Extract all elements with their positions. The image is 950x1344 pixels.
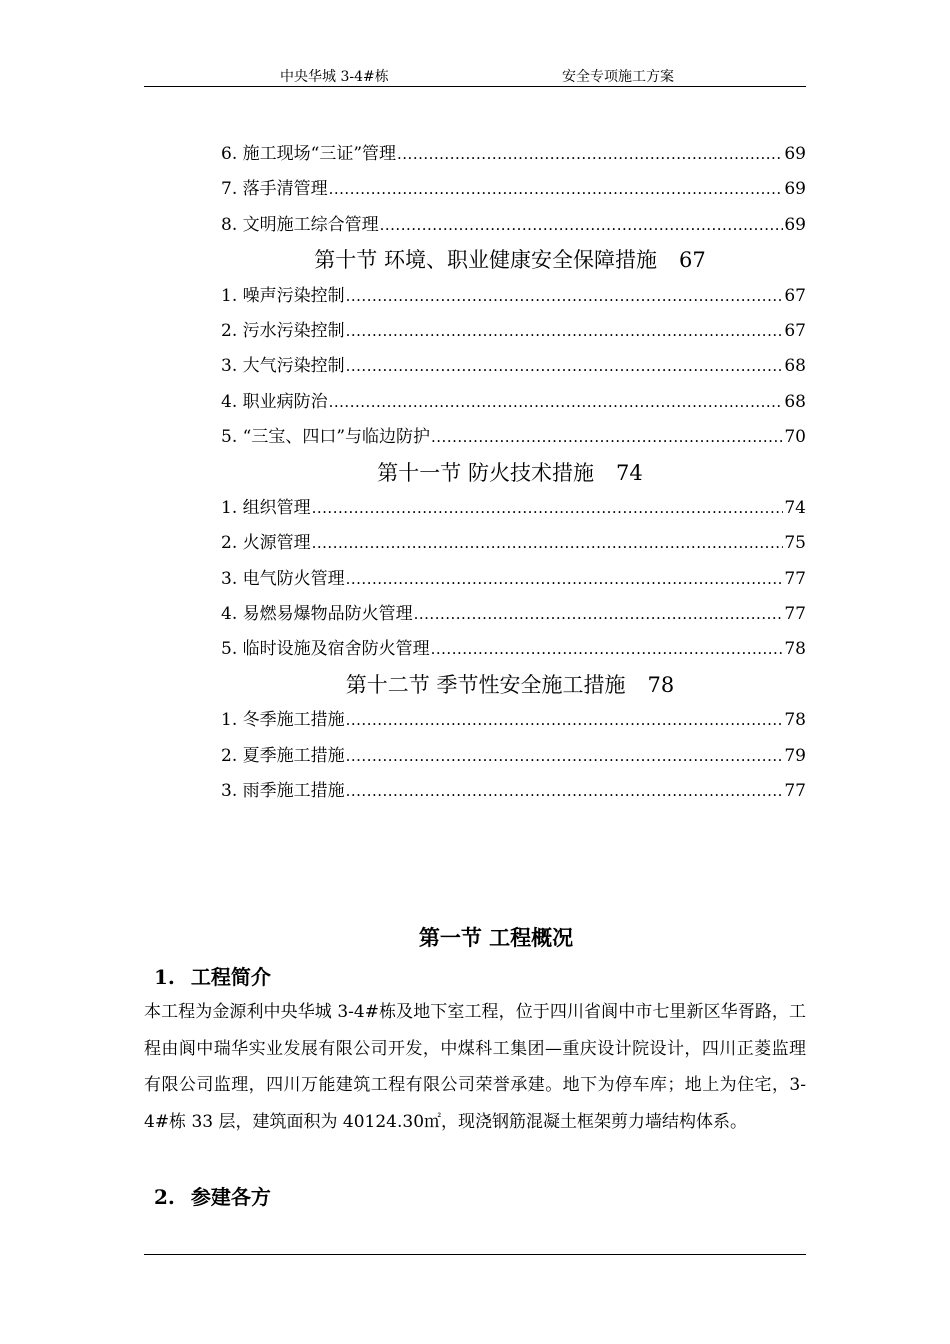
toc-leader (346, 743, 784, 769)
toc-entry[interactable] (221, 318, 806, 353)
toc-entry-page: 68 (784, 356, 806, 377)
toc-leader (312, 530, 784, 556)
toc-leader (397, 141, 783, 167)
toc-leader (346, 566, 784, 592)
toc-entry-label: 2. 火源管理 (221, 533, 311, 554)
toc-entry-label: 6. 施工现场“三证”管理 (221, 144, 397, 164)
toc-section-11[interactable] (214, 460, 806, 495)
toc-leader (329, 176, 784, 202)
toc-entry[interactable] (221, 353, 806, 388)
header-project-name: 中央华城 3-4#栋 (280, 69, 389, 85)
toc-leader (346, 353, 784, 379)
toc-entry-page: 75 (784, 533, 806, 554)
header-document-title: 安全专项施工方案 (562, 69, 674, 85)
toc-entry-page: 69 (784, 144, 806, 164)
toc-entry-label: 3. 大气污染控制 (221, 356, 345, 377)
toc-section-page: 67 (678, 248, 706, 273)
toc-entry-label: 3. 雨季施工措施 (221, 781, 345, 802)
toc-entry-label: 4. 易燃易爆物品防火管理 (221, 604, 413, 625)
toc-entry-label: 1. 冬季施工措施 (221, 710, 345, 731)
toc-entry-page: 68 (784, 391, 806, 412)
toc-entry[interactable] (221, 283, 806, 318)
toc-entry-label: 8. 文明施工综合管理 (221, 214, 379, 235)
toc-entry-page: 78 (784, 639, 806, 660)
toc-entry[interactable] (221, 566, 806, 601)
toc-entry-label: 3. 电气防火管理 (221, 568, 345, 589)
toc-entry[interactable] (221, 424, 806, 459)
table-of-contents (221, 141, 806, 813)
toc-entry-label: 5. “三宝、四口”与临边防护 (221, 427, 431, 448)
toc-entry-page: 78 (784, 710, 806, 731)
toc-section-page: 74 (615, 460, 643, 485)
page-footer-rule (144, 1254, 806, 1255)
toc-entry-label: 2. 污水污染控制 (221, 320, 345, 341)
toc-entry[interactable] (221, 707, 806, 742)
toc-entry[interactable] (221, 495, 806, 530)
toc-entry-page: 67 (784, 285, 806, 306)
toc-entry-label: 4. 职业病防治 (221, 391, 328, 412)
heading-project-intro (154, 961, 271, 990)
toc-entry[interactable] (221, 141, 806, 176)
toc-leader (414, 601, 784, 627)
toc-leader (346, 778, 784, 804)
heading-number: 1. (154, 965, 175, 989)
toc-entry[interactable] (221, 176, 806, 211)
toc-leader (329, 389, 784, 415)
toc-entry-label: 7. 落手清管理 (221, 179, 328, 200)
toc-entry-page: 67 (784, 320, 806, 341)
toc-entry-page: 77 (784, 568, 806, 589)
heading-text: 参建各方 (190, 1185, 271, 1209)
toc-entry[interactable] (221, 389, 806, 424)
toc-entry-label: 1. 噪声污染控制 (221, 285, 345, 306)
toc-leader (431, 636, 784, 662)
heading-participants (154, 1181, 271, 1210)
toc-leader (380, 212, 784, 238)
toc-entry-label: 5. 临时设施及宿舍防火管理 (221, 639, 430, 660)
toc-entry-page: 79 (784, 745, 806, 766)
toc-entry[interactable] (221, 778, 806, 813)
toc-entry[interactable] (221, 601, 806, 636)
toc-entry-label: 2. 夏季施工措施 (221, 745, 345, 766)
toc-leader (312, 495, 784, 521)
toc-section-page: 78 (647, 672, 675, 697)
toc-leader (346, 707, 784, 733)
chapter-title: 第一节 工程概况 (418, 925, 574, 950)
toc-entry[interactable] (221, 530, 806, 565)
toc-leader (346, 283, 784, 309)
toc-section-title: 第十一节 防火技术措施 (377, 460, 594, 485)
heading-number: 2. (154, 1185, 175, 1209)
toc-entry-label: 1. 组织管理 (221, 497, 311, 518)
toc-section-12[interactable] (214, 672, 806, 707)
toc-entry[interactable] (221, 212, 806, 247)
toc-entry-page: 70 (784, 427, 806, 448)
page-header (144, 62, 806, 87)
toc-entry[interactable] (221, 743, 806, 778)
toc-section-title: 第十节 环境、职业健康安全保障措施 (314, 248, 657, 273)
toc-leader (431, 424, 783, 450)
toc-entry-page: 69 (784, 179, 806, 200)
toc-entry-page: 74 (784, 497, 806, 518)
toc-section-10[interactable] (214, 247, 806, 282)
toc-entry-page: 77 (784, 604, 806, 625)
project-intro-paragraph: 本工程为金源利中央华城 3-4#栋及地下室工程，位于四川省阆中市七里新区华胥路，工程由阆中瑞华实业发展有限公司开发，中煤科工集团—重庆设计院设计，四川正菱监理有限公司监理，四川万能建筑工程有限公司荣誉承建。地下为停车库；地上为住宅，3-4#栋 33 层，建筑面积为 40124.30㎡，现浇钢筋混凝土框架剪力墙结构体系。 (144, 1002, 806, 1132)
heading-text: 工程简介 (190, 965, 271, 989)
toc-leader (346, 318, 784, 344)
toc-section-title: 第十二节 季节性安全施工措施 (345, 672, 626, 697)
toc-entry-page: 69 (784, 214, 806, 235)
toc-entry-page: 77 (784, 781, 806, 802)
toc-entry[interactable] (221, 636, 806, 671)
